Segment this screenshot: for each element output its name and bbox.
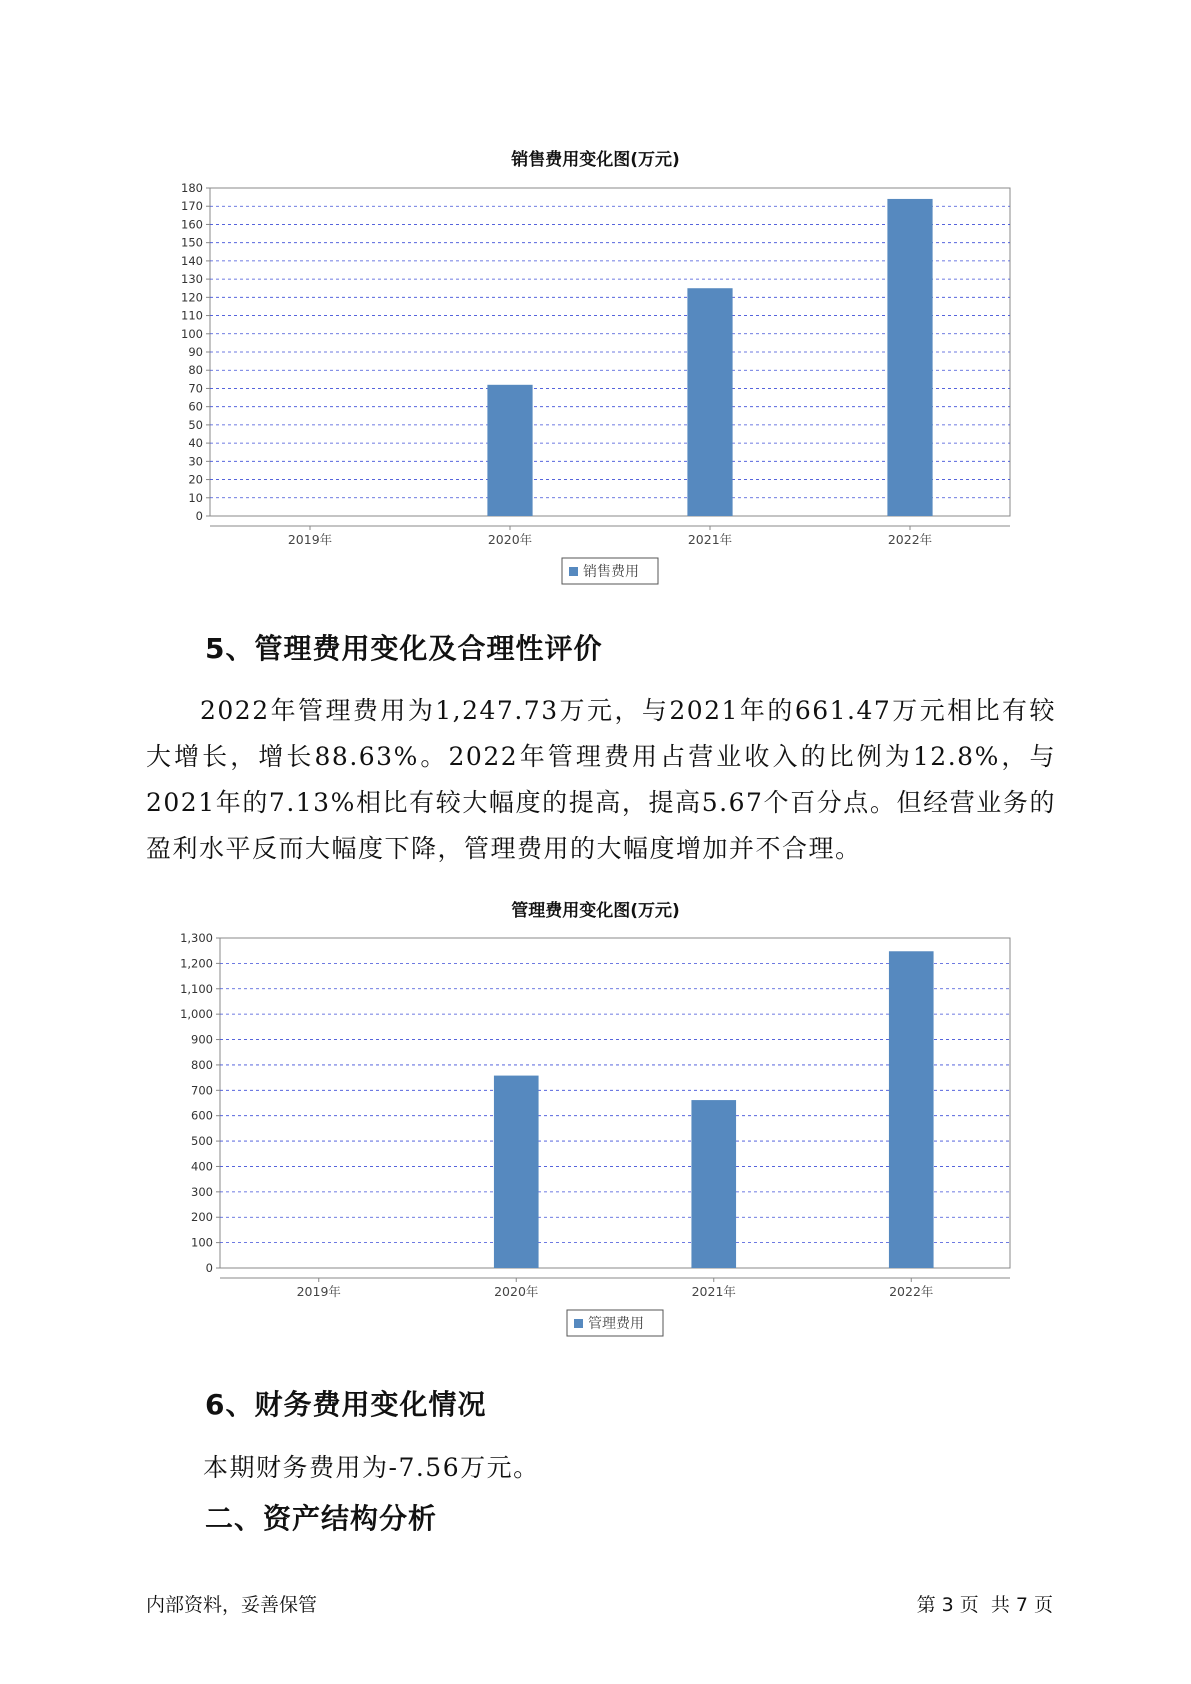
admin-expense-chart bbox=[150, 930, 1030, 1350]
y-tick-label: 600 bbox=[191, 1108, 213, 1123]
y-tick-label: 80 bbox=[188, 363, 203, 378]
y-tick-label: 70 bbox=[188, 381, 203, 396]
y-tick-label: 200 bbox=[191, 1210, 213, 1225]
legend-label: 管理费用 bbox=[588, 1316, 644, 1332]
x-tick-label: 2021年 bbox=[687, 532, 733, 547]
x-tick-label: 2020年 bbox=[494, 1284, 539, 1299]
section-two-heading: 二、资产结构分析 bbox=[205, 1502, 438, 1535]
y-tick-label: 0 bbox=[205, 1261, 213, 1275]
y-tick-label: 60 bbox=[188, 399, 203, 414]
bar bbox=[494, 1076, 539, 1268]
y-tick-label: 500 bbox=[191, 1134, 213, 1149]
y-tick-label: 10 bbox=[188, 490, 203, 505]
y-tick-label: 110 bbox=[181, 308, 203, 323]
x-tick-label: 2021年 bbox=[691, 1284, 736, 1299]
sales-expense-chart bbox=[150, 178, 1030, 598]
x-tick-label: 2019年 bbox=[287, 532, 333, 547]
section-6-heading: 6、财务费用变化情况 bbox=[205, 1388, 487, 1421]
y-tick-label: 30 bbox=[188, 454, 203, 469]
y-tick-label: 900 bbox=[191, 1032, 213, 1047]
y-tick-label: 100 bbox=[181, 326, 203, 341]
x-tick-label: 2022年 bbox=[887, 532, 933, 547]
y-tick-label: 90 bbox=[188, 345, 203, 359]
section-6-paragraph: 本期财务费用为-7.56万元。 bbox=[203, 1453, 540, 1482]
chart-title-sales: 销售费用变化图(万元) bbox=[511, 150, 680, 170]
y-tick-label: 40 bbox=[188, 436, 203, 451]
y-tick-label: 100 bbox=[191, 1235, 213, 1250]
y-tick-label: 800 bbox=[191, 1057, 213, 1072]
legend-swatch bbox=[574, 1319, 583, 1328]
y-tick-label: 1,000 bbox=[180, 1007, 213, 1022]
y-tick-label: 50 bbox=[188, 417, 203, 432]
legend-label: 销售费用 bbox=[583, 564, 639, 580]
legend-swatch bbox=[569, 567, 578, 576]
y-tick-label: 150 bbox=[181, 235, 203, 250]
y-tick-label: 20 bbox=[188, 472, 203, 487]
y-tick-label: 1,100 bbox=[180, 981, 213, 996]
bar bbox=[687, 288, 732, 516]
bar bbox=[889, 951, 934, 1268]
y-tick-label: 400 bbox=[191, 1159, 213, 1174]
section-5-heading: 5、管理费用变化及合理性评价 bbox=[205, 632, 603, 665]
bar bbox=[487, 385, 532, 516]
y-tick-label: 160 bbox=[181, 217, 203, 232]
y-tick-label: 1,200 bbox=[180, 956, 213, 971]
x-tick-label: 2020年 bbox=[487, 532, 533, 547]
bar bbox=[887, 199, 932, 516]
bar bbox=[691, 1100, 736, 1268]
y-tick-label: 130 bbox=[181, 272, 203, 287]
y-tick-label: 140 bbox=[181, 253, 203, 268]
y-tick-label: 0 bbox=[195, 509, 203, 523]
y-tick-label: 120 bbox=[181, 290, 203, 305]
y-tick-label: 1,300 bbox=[180, 931, 213, 945]
x-tick-label: 2022年 bbox=[889, 1284, 934, 1299]
y-tick-label: 700 bbox=[191, 1083, 213, 1098]
y-tick-label: 180 bbox=[181, 181, 203, 195]
y-tick-label: 300 bbox=[191, 1184, 213, 1199]
chart-title-admin: 管理费用变化图(万元) bbox=[511, 901, 680, 921]
footer-page-number: 第 3 页 共 7 页 bbox=[916, 1594, 1053, 1616]
footer-confidential: 内部资料，妥善保管 bbox=[146, 1594, 318, 1616]
section-5-paragraph: 2022年管理费用为1,247.73万元，与2021年的661.47万元相比有较大增长，增长88.63%。2022年管理费用占营业收入的比例为12.8%，与2021年的7.13%相比有较大幅度的提高，提高5.67个百分点。但经营业务的盈利水平反而大幅度下降，管理费用的大幅度增加并不合理。 bbox=[146, 696, 1056, 863]
x-tick-label: 2019年 bbox=[296, 1284, 341, 1299]
y-tick-label: 170 bbox=[181, 199, 203, 214]
